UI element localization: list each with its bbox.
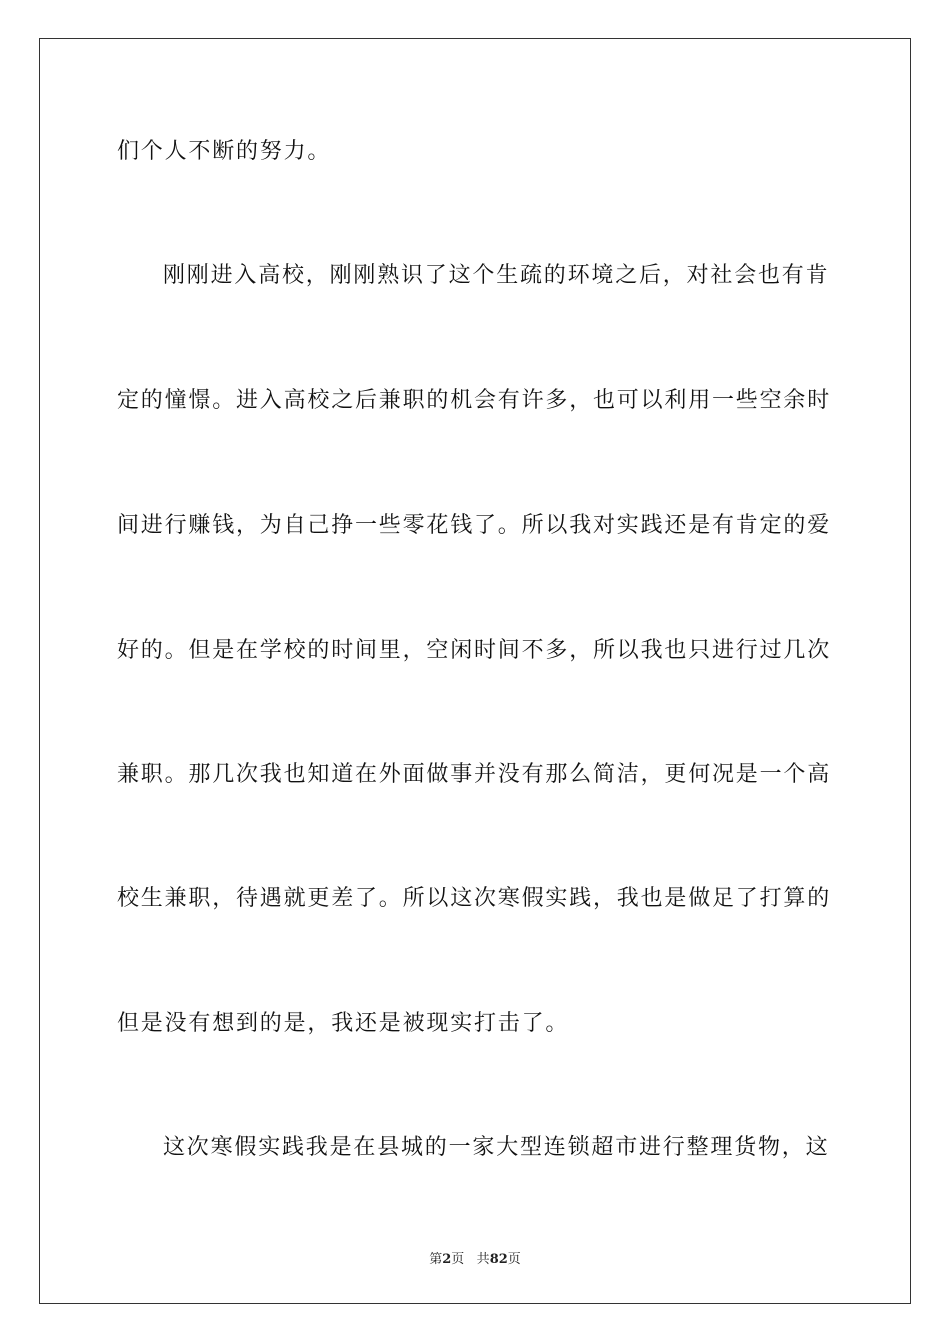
text-line: 校生兼职，待遇就更差了。所以这次寒假实践，我也是做足了打算的 (117, 886, 832, 911)
total-label-prefix: 共 (476, 1252, 490, 1267)
text-line: 定的憧憬。进入高校之后兼职的机会有许多，也可以利用一些空余时 (117, 388, 832, 413)
text-line: 但是没有想到的是，我还是被现实打击了。 (117, 1011, 570, 1036)
text-line: 间进行赚钱，为自己挣一些零花钱了。所以我对实践还是有肯定的爱 (117, 513, 832, 538)
text-line: 兼职。那几次我也知道在外面做事并没有那么简洁，更何况是一个高 (117, 762, 832, 787)
page-footer (0, 1248, 950, 1267)
total-pages: 82 (489, 1252, 508, 1267)
page-number: 2 (442, 1252, 452, 1267)
page-label-suffix: 页 (451, 1252, 465, 1267)
total-label-suffix: 页 (507, 1252, 521, 1267)
page-border (39, 38, 911, 1304)
text-line: 们个人不断的努力。 (117, 139, 332, 164)
paragraph-start-line: 刚刚进入高校，刚刚熟识了这个生疏的环境之后，对社会也有肯 (163, 263, 830, 288)
page-label-prefix: 第 (429, 1252, 443, 1267)
text-line: 好的。但是在学校的时间里，空闲时间不多，所以我也只进行过几次 (117, 638, 832, 663)
paragraph-start-line: 这次寒假实践我是在县城的一家大型连锁超市进行整理货物，这 (163, 1135, 830, 1160)
